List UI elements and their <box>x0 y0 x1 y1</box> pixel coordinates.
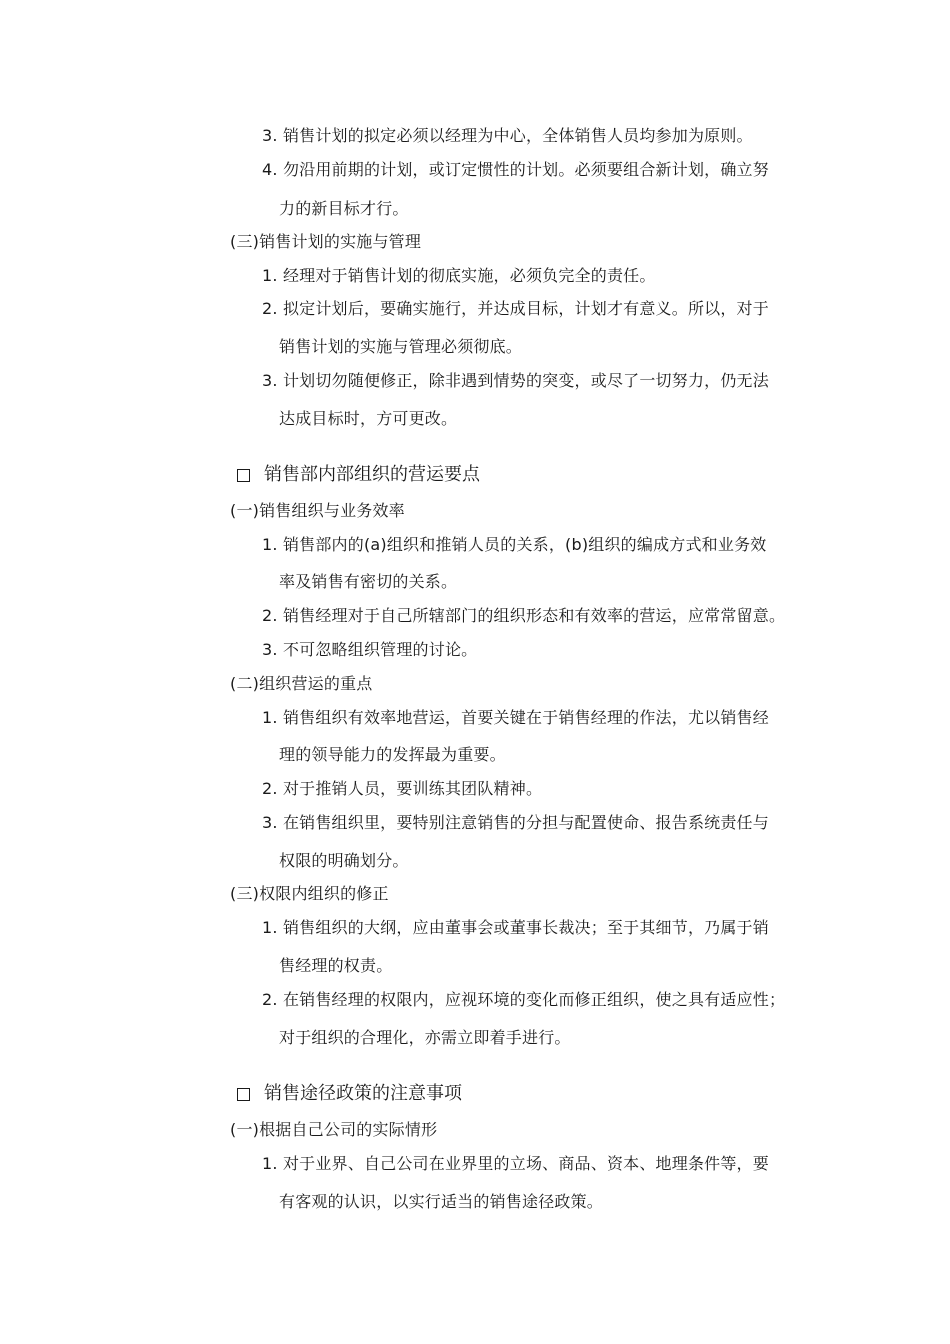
item-text: 3. 销售计划的拟定必须以经理为中心，全体销售人员均参加为原则。 <box>262 126 753 145</box>
section-heading-text: 销售途径政策的注意事项 <box>264 1083 462 1104</box>
item-text: 3. 在销售组织里，要特别注意销售的分担与配置使命、报告系统责任与 <box>262 813 769 832</box>
item-continuation: 率及销售有密切的关系。 <box>279 572 458 591</box>
item-text: 3. 不可忽略组织管理的讨论。 <box>262 640 478 659</box>
item-text: 2. 销售经理对于自己所辖部门的组织形态和有效率的营运，应常常留意。 <box>262 606 786 625</box>
subsection-heading: (三)权限内组织的修正 <box>230 884 389 903</box>
subsection-heading: (二)组织营运的重点 <box>230 674 373 693</box>
section-heading <box>237 464 480 486</box>
item-text: 2. 拟定计划后，要确实施行，并达成目标，计划才有意义。所以，对于 <box>262 299 769 318</box>
item-text: 1. 销售组织有效率地营运，首要关键在于销售经理的作法，尤以销售经 <box>262 708 769 727</box>
section-heading <box>237 1083 462 1105</box>
subsection-heading: (一)根据自己公司的实际情形 <box>230 1120 438 1139</box>
checkbox-square-icon <box>237 1088 250 1101</box>
item-continuation: 对于组织的合理化，亦需立即着手进行。 <box>279 1028 571 1047</box>
item-text: 2. 在销售经理的权限内，应视环境的变化而修正组织，使之具有适应性； <box>262 990 786 1009</box>
item-continuation: 权限的明确划分。 <box>279 851 409 870</box>
item-continuation: 达成目标时，方可更改。 <box>279 409 458 428</box>
item-continuation: 销售计划的实施与管理必须彻底。 <box>279 337 523 356</box>
checkbox-square-icon <box>237 469 250 482</box>
subsection-heading: (三)销售计划的实施与管理 <box>230 232 422 251</box>
section-heading-text: 销售部内部组织的营运要点 <box>264 464 480 485</box>
item-text: 1. 对于业界、自己公司在业界里的立场、商品、资本、地理条件等，要 <box>262 1154 769 1173</box>
item-text: 4. 勿沿用前期的计划，或订定惯性的计划。必须要组合新计划，确立努 <box>262 160 769 179</box>
item-text: 2. 对于推销人员，要训练其团队精神。 <box>262 779 543 798</box>
item-continuation: 售经理的权责。 <box>279 956 393 975</box>
item-text: 1. 销售部内的(a)组织和推销人员的关系，(b)组织的编成方式和业务效 <box>262 535 767 554</box>
item-continuation: 有客观的认识，以实行适当的销售途径政策。 <box>279 1192 604 1211</box>
subsection-heading: (一)销售组织与业务效率 <box>230 501 405 520</box>
item-text: 3. 计划切勿随便修正，除非遇到情势的突变，或尽了一切努力，仍无法 <box>262 371 769 390</box>
item-text: 1. 经理对于销售计划的彻底实施，必须负完全的责任。 <box>262 266 656 285</box>
item-continuation: 理的领导能力的发挥最为重要。 <box>279 745 506 764</box>
item-text: 1. 销售组织的大纲，应由董事会或董事长裁决；至于其细节，乃属于销 <box>262 918 769 937</box>
item-continuation: 力的新目标才行。 <box>279 199 409 218</box>
